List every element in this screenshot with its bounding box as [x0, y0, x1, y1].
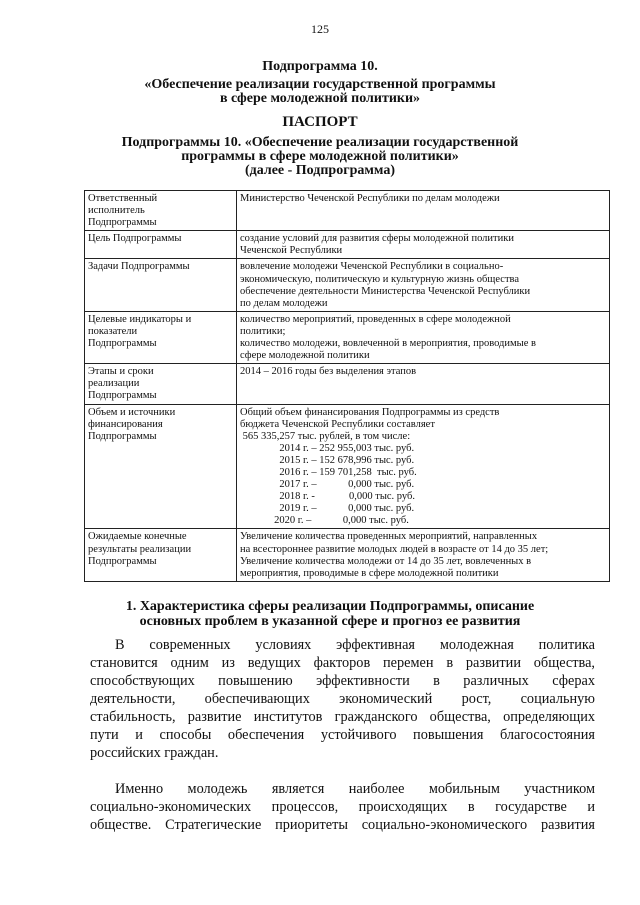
row-label-goal — [85, 231, 237, 259]
label-line: показатели — [88, 325, 138, 337]
financing-year-2015: 2015 г. – 152 678,996 тыс. руб. — [240, 454, 415, 466]
value-line: вовлечение молодежи Чеченской Республики в социально- — [240, 261, 504, 273]
label-line: Подпрограммы — [88, 555, 157, 567]
value-line: 2014 – 2016 годы без выделения этапов — [240, 366, 417, 378]
label-line: финансирования — [88, 418, 163, 430]
row-value-goal — [237, 231, 610, 259]
row-label-results — [85, 529, 237, 581]
row-value-results — [237, 529, 610, 581]
row-label-stages — [85, 364, 237, 404]
paragraph-line: обществе. Стратегические приоритеты социально-экономического развития — [90, 817, 595, 833]
value-line: создание условий для развития сферы молодежной политики — [240, 233, 514, 245]
table-row — [85, 404, 610, 529]
row-value-financing — [237, 404, 610, 529]
label-line: реализации — [88, 378, 140, 390]
label-line: Ответственный — [88, 193, 158, 204]
section-title — [60, 599, 600, 629]
value-line: Увеличение количества молодежи от 14 до 35 лет, вовлеченных в — [240, 555, 532, 567]
row-value-tasks — [237, 259, 610, 311]
paragraph-line: Именно молодежь является наиболее мобильным участником — [115, 781, 595, 797]
subprogram-heading: Подпрограмма 10. — [262, 59, 378, 74]
paragraph-line: В современных условиях эффективная молодежная политика — [115, 637, 595, 653]
paragraph-line: российских граждан. — [90, 745, 219, 761]
label-line: результаты реализации — [88, 543, 192, 555]
label-line: Ожидаемые конечные — [88, 531, 187, 543]
table-row — [85, 311, 610, 363]
row-label-responsible — [85, 191, 237, 231]
paragraph-2 — [90, 780, 595, 834]
row-label-tasks — [85, 259, 237, 311]
passport-subtitle-line-2: программы в сфере молодежной политики» — [181, 149, 459, 164]
financing-year-2020: 2020 г. – 0,000 тыс. руб. — [240, 515, 409, 527]
label-line: Подпрограммы — [88, 430, 157, 442]
table-row — [85, 259, 610, 311]
row-value-responsible — [237, 191, 610, 231]
table-row — [85, 529, 610, 581]
row-label-indicators — [85, 311, 237, 363]
value-line: количество молодежи, вовлеченной в мероприятия, проводимые в — [240, 338, 536, 350]
financing-year-2018: 2018 г. - 0,000 тыс. руб. — [240, 491, 415, 503]
label-line: Задачи Подпрограммы — [88, 261, 190, 273]
paragraph-1 — [90, 636, 595, 762]
financing-year-2017: 2017 г. – 0,000 тыс. руб. — [240, 479, 415, 491]
page-number: 125 — [311, 22, 329, 36]
value-line: Общий объем финансирования Подпрограммы из средств — [240, 406, 500, 418]
value-line: по делам молодежи — [240, 297, 328, 309]
value-line: Министерство Чеченской Республики по делам молодежи — [240, 193, 500, 204]
value-line: Увеличение количества проведенных мероприятий, направленных — [240, 531, 538, 543]
subprogram-title-line-2: в сфере молодежной политики» — [219, 91, 421, 106]
table-row — [85, 364, 610, 404]
value-line: на всестороннее развитие молодых людей в возрасте от 14 до 35 лет; — [240, 543, 549, 555]
label-line: Этапы и сроки — [88, 366, 154, 378]
financing-year-2016: 2016 г. – 159 701,258 тыс. руб. — [240, 466, 417, 478]
label-line: Цель Подпрограммы — [88, 233, 182, 245]
label-line: Целевые индикаторы и — [88, 313, 192, 325]
value-line: экономическую, политическую и культурную жизнь общества — [240, 273, 520, 285]
value-line: Чеченской Республики — [240, 245, 343, 257]
label-line: Подпрограммы — [88, 390, 157, 402]
value-line: количество мероприятий, проведенных в сфере молодежной — [240, 313, 511, 325]
row-value-stages — [237, 364, 610, 404]
paragraph-line: деятельности, обеспечивающих экономический рост, социальную — [90, 691, 595, 707]
passport-heading: ПАСПОРТ — [282, 114, 358, 130]
paragraph-line: пути и способы обеспечения устойчивого повышения благосостояния — [90, 727, 595, 743]
financing-year-2019: 2019 г. – 0,000 тыс. руб. — [240, 503, 415, 515]
section-title-line-2: основных проблем в указанной сфере и прогноз ее развития — [139, 614, 521, 629]
value-line: бюджета Чеченской Республики составляет — [240, 418, 435, 430]
label-line: Подпрограммы — [88, 217, 157, 229]
subprogram-title-line-1: «Обеспечение реализации государственной программы — [144, 77, 496, 92]
row-value-indicators — [237, 311, 610, 363]
passport-subtitle-line-3: (далее - Подпрограмма) — [244, 163, 395, 178]
value-line: сфере молодежной политики — [240, 350, 370, 362]
passport-table — [84, 190, 610, 582]
paragraph-line: становится одним из ведущих факторов перемен в развитии общества, — [90, 655, 595, 671]
paragraph-line: стабильность, развитие институтов гражданского общества, определяющих — [90, 709, 595, 725]
value-line: политики; — [240, 325, 286, 337]
label-line: Объем и источники — [88, 406, 176, 418]
paragraph-line: социально-экономических процессов, происходящих в государстве и — [90, 799, 595, 815]
table-row — [85, 231, 610, 259]
financing-total: 565 335,257 тыс. рублей, в том числе: — [240, 430, 411, 442]
financing-year-2014: 2014 г. – 252 955,003 тыс. руб. — [240, 442, 415, 454]
value-line: обеспечение деятельности Министерства Чеченской Республики — [240, 285, 531, 297]
label-line: исполнитель — [88, 205, 145, 217]
row-label-financing — [85, 404, 237, 529]
label-line: Подпрограммы — [88, 338, 157, 350]
passport-subtitle-line-1: Подпрограммы 10. «Обеспечение реализации государственной — [121, 135, 519, 150]
value-line: мероприятия, проводимые в сфере молодежной политики — [240, 567, 499, 579]
section-title-line-1: 1. Характеристика сферы реализации Подпрограммы, описание — [125, 599, 535, 614]
paragraph-line: способствующих повышению эффективности в различных сферах — [90, 673, 595, 689]
table-row — [85, 191, 610, 231]
